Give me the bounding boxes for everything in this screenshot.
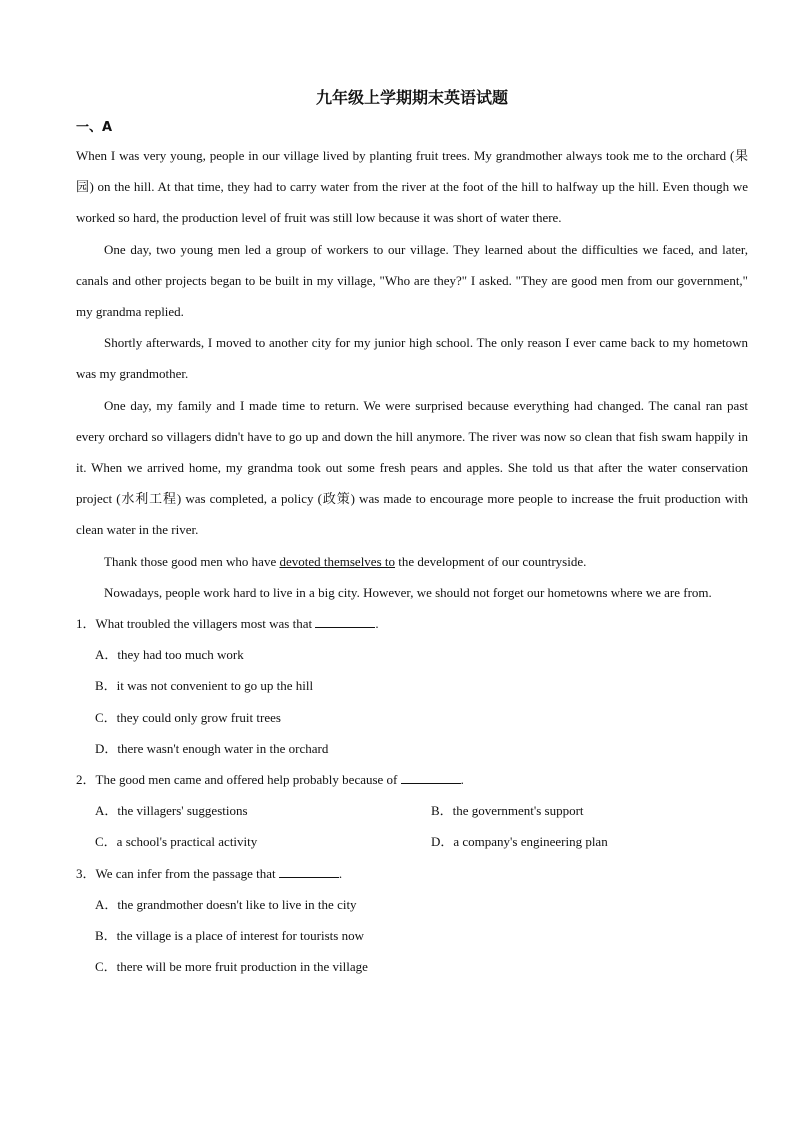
- passage-paragraph-1: When I was very young, people in our village lived by planting fruit trees. My grandmother always took me to the orchard (果园) on the hill. At that time, they had to carry water from the river at the foot of the hill to halfway up the hill. Even though we worked so hard, the production level of fruit was still low because it was short of water there.: [76, 148, 748, 226]
- question-2: [76, 764, 748, 858]
- para5-before: Thank those good men who have: [104, 553, 280, 569]
- underlined-phrase: devoted themselves to: [279, 553, 395, 569]
- option-a: A．the villagers' suggestions: [95, 803, 248, 819]
- option-d: D．a company's engineering plan: [431, 834, 608, 850]
- passage-paragraph-6: Nowadays, people work hard to live in a big city. However, we should not forget our hometowns where we are from.: [104, 584, 712, 600]
- option-d: D．there wasn't enough water in the orchard: [95, 740, 329, 756]
- passage-paragraph-5: [76, 546, 748, 577]
- para5-after: the development of our countryside.: [395, 553, 587, 569]
- option-c: C．they could only grow fruit trees: [95, 709, 281, 725]
- question-stem: 1．What troubled the villagers most was that .: [76, 616, 379, 632]
- question-stem: 2．The good men came and offered help probably because of .: [76, 772, 464, 788]
- option-b: B．the village is a place of interest for tourists now: [95, 928, 364, 944]
- section-heading: 一、A: [76, 120, 113, 135]
- question-1: [76, 608, 748, 764]
- passage-paragraph-4: One day, my family and I made time to return. We were surprised because everything had changed. The canal ran past every orchard so villagers didn't have to go up and down the hill anymore. The river was now so clean that fish swam happily in it. When we arrived home, my grandma took out some fresh pears and apples. She told us that after the water conservation project (水利工程) was completed, a policy (政策) was made to encourage more people to increase the fruit production with clean water in the river.: [76, 397, 748, 538]
- page-title: 九年级上学期期末英语试题: [315, 88, 508, 107]
- option-row: [76, 795, 748, 826]
- option-c: C．there will be more fruit production in the village: [95, 959, 368, 975]
- question-stem: 3．We can infer from the passage that .: [76, 865, 343, 881]
- option-c: C．a school's practical activity: [95, 834, 258, 850]
- option-b: B．the government's support: [431, 803, 584, 819]
- option-row: [76, 826, 748, 857]
- exam-page: [76, 86, 748, 982]
- answer-blank: [315, 616, 375, 628]
- question-3: [76, 858, 748, 983]
- answer-blank: [401, 772, 461, 784]
- option-a: A．the grandmother doesn't like to live in the city: [95, 896, 357, 912]
- passage-paragraph-2: One day, two young men led a group of workers to our village. They learned about the difficulties we faced, and later, canals and other projects began to be built in my village, "Who are they?" I asked. "They are good men from our government," my grandma replied.: [76, 241, 748, 320]
- option-b: B．it was not convenient to go up the hill: [95, 678, 314, 694]
- reading-passage: [76, 140, 748, 608]
- option-a: A．they had too much work: [95, 647, 244, 663]
- passage-paragraph-3: Shortly afterwards, I moved to another city for my junior high school. The only reason I ever came back to my hometown was my grandmother.: [76, 335, 748, 382]
- answer-blank: [279, 866, 339, 878]
